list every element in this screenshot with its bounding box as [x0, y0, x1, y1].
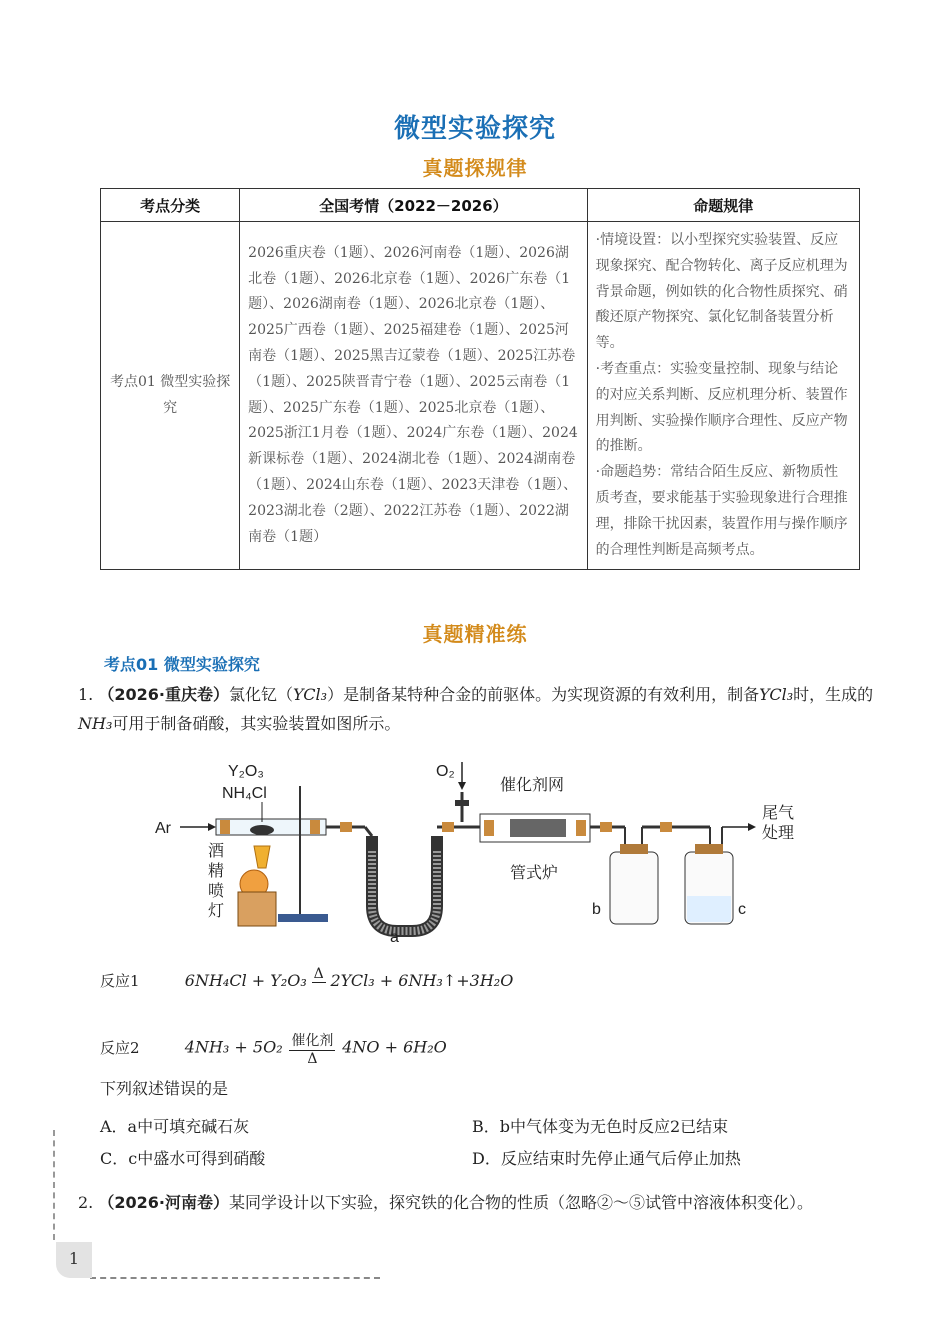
question-text: 某同学设计以下实验，探究铁的化合物的性质（忽略②～⑤试管中溶液体积变化）。 — [228, 1193, 813, 1212]
question-1 — [78, 680, 878, 738]
connector-tube — [365, 827, 372, 836]
stopper — [484, 820, 494, 836]
page-decoration — [90, 1277, 380, 1279]
section-title-practice: 真题精准练 — [422, 622, 528, 646]
reaction-label: 反应1 — [100, 972, 140, 990]
rubber-joint — [660, 822, 672, 832]
rule-item: ·考查重点：实验变量控制、现象与结论的对应关系判断、反应机理分析、装置作用判断、实验操作顺序合理性、反应产物的推断。 — [595, 360, 848, 455]
bottle-stopper — [620, 844, 648, 854]
formula: NH₃ — [78, 714, 113, 733]
catalyst-label: 催化剂网 — [500, 777, 565, 794]
reaction-label: 反应2 — [100, 1038, 140, 1057]
question-text: 可用于制备硝酸，其实验装置如图所示。 — [112, 714, 401, 733]
nh4cl-label: NH₄Cl — [222, 785, 267, 802]
option-a[interactable]: A．a中可填充碱石灰 — [100, 1117, 250, 1136]
question-number: 1. — [78, 685, 94, 704]
condition-top: 催化剂 — [289, 1030, 335, 1051]
question-text: ）是制备某特种合金的前驱体。为实现资源的有效利用，制备 — [327, 685, 760, 704]
table-header: 命题规律 — [587, 189, 859, 222]
label-c: c — [738, 901, 746, 918]
option-c[interactable]: C．c中盛水可得到硝酸 — [100, 1149, 266, 1168]
u-tube-fill — [372, 851, 437, 931]
table-header: 全国考情（2022－2026） — [240, 189, 587, 222]
table-row — [101, 222, 860, 570]
catalyst-mesh — [510, 819, 566, 837]
option-b[interactable]: B．b中气体变为无色时反应2已结束 — [472, 1117, 729, 1136]
ar-label: Ar — [155, 820, 171, 837]
water-in-c — [687, 896, 731, 922]
stand-base — [278, 914, 328, 922]
exhaust-label: 尾气处理 — [762, 805, 795, 842]
rule-item: ·情境设置：以小型探究实验装置、反应现象探究、配合物转化、离子反应机理为背景命题，例如铁的化合物性质探究、硝酸还原产物探究、氯化钇制备装置分析等。 — [595, 232, 848, 352]
bottle-b — [610, 852, 658, 924]
lamp-base — [238, 892, 276, 926]
question-2 — [78, 1188, 878, 1217]
rubber-joint — [442, 822, 454, 832]
question-source: （2026·重庆卷） — [98, 685, 229, 704]
rules-cell — [587, 222, 859, 570]
question-text: 氯化钇（ — [228, 685, 293, 704]
formula: YCl₃ — [759, 685, 794, 704]
page-title: 微型实验探究 — [393, 114, 556, 144]
rubber-joint — [600, 822, 612, 832]
reaction-rhs: 2YCl₃ + 6NH₃↑+3H₂O — [330, 971, 514, 990]
formula: YCl₃ — [293, 685, 328, 704]
o2-label: O₂ — [436, 763, 455, 780]
option-d[interactable]: D．反应结束时先停止通气后停止加热 — [472, 1149, 741, 1168]
reaction-2 — [100, 1030, 447, 1067]
furnace-label: 管式炉 — [510, 865, 559, 882]
apparatus-diagram — [150, 756, 810, 946]
label-a: a — [390, 929, 399, 946]
lamp-label: 酒精喷灯 — [208, 843, 225, 920]
rubber-joint — [340, 822, 352, 832]
bottle-stopper — [695, 844, 723, 854]
condition-bottom: Δ — [307, 1051, 318, 1067]
reaction-condition: Δ — [313, 966, 324, 982]
u-tube — [372, 836, 437, 931]
stopper — [220, 820, 230, 834]
reaction-condition — [289, 1030, 335, 1067]
stopper — [576, 820, 586, 836]
question-prompt: 下列叙述错误的是 — [100, 1079, 229, 1098]
category-cell: 考点01 微型实验探究 — [101, 222, 240, 570]
rule-item: ·命题趋势：常结合陌生反应、新物质性质考查，要求能基于实验现象进行合理推理，排除干扰因素，装置作用与操作顺序的合理性判断是高频考点。 — [595, 464, 848, 558]
solid-reactant — [250, 825, 274, 835]
reaction-lhs: 4NH₃ + 5O₂ — [184, 1037, 283, 1057]
ar-arrow-head — [208, 823, 216, 831]
page-number: 1 — [56, 1242, 92, 1278]
y2o3-label: Y₂O₃ — [228, 763, 264, 780]
o2-arrow-head — [458, 782, 466, 790]
reaction-rhs: 4NO + 6H₂O — [342, 1037, 447, 1057]
table-header: 考点分类 — [101, 189, 240, 222]
reaction-lhs: 6NH₄Cl + Y₂O₃ — [184, 971, 307, 990]
page-decoration — [53, 1130, 55, 1240]
flame — [254, 846, 270, 868]
question-source: （2026·河南卷） — [98, 1193, 229, 1212]
reaction-1 — [100, 966, 514, 991]
stopper — [310, 820, 320, 834]
summary-table — [100, 188, 860, 570]
exhaust-arrow-head — [748, 823, 756, 831]
valve — [455, 800, 469, 806]
section-title-rules: 真题探规律 — [422, 156, 528, 180]
table-header-row — [101, 189, 860, 222]
topic-heading: 考点01 微型实验探究 — [104, 655, 260, 674]
exams-cell: 2026重庆卷（1题）、2026河南卷（1题）、2026湖北卷（1题）、2026北京卷（1题）、2026广东卷（1题）、2026湖南卷（1题）、2026北京卷（1题）、2025广西卷（1题）、2025福建卷（1题）、2025河南卷（1题）、2025黑吉辽蒙卷（1题）、2025江苏卷（1题）、2025陕晋青宁卷（1题）、2025云南卷（1题）、2025广东卷（1题）、2025北京卷（1题）、2025浙江1月卷（1题）、2024广东卷（1题）、2024新课标卷（1题）、2024湖北卷（1题）、2024湖南卷（1题）、2024山东卷（1题）、2023天津卷（1题）、2023湖北卷（2题）、2022江苏卷（1题）、2022湖南卷（1题） — [240, 222, 587, 570]
label-b: b — [592, 901, 601, 918]
question-text: 时，生成的 — [793, 685, 874, 704]
question-number: 2. — [78, 1193, 94, 1212]
